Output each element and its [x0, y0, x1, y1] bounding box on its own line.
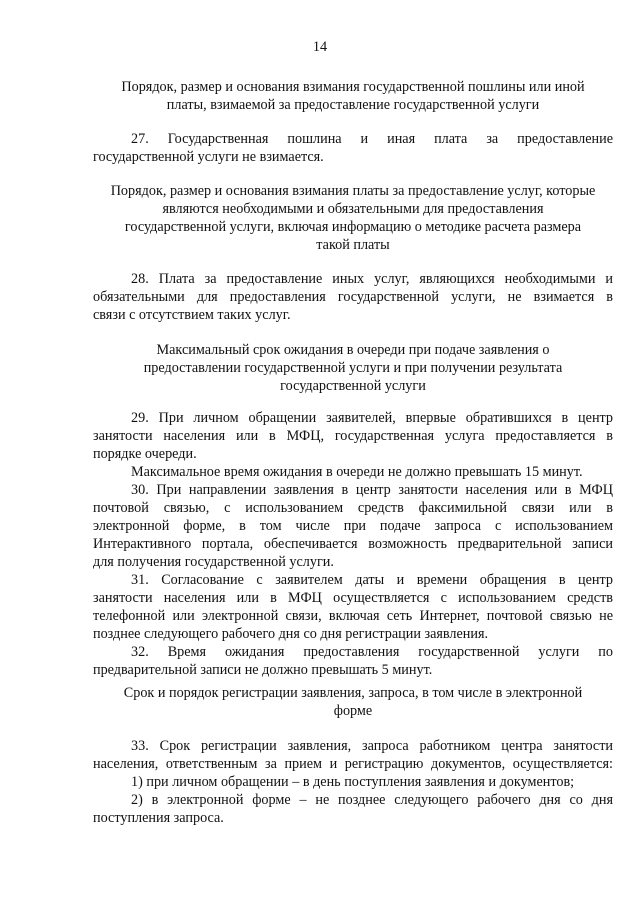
section-heading-fee — [93, 78, 613, 114]
paragraph-line: 30. При направлении заявления в центр занятости населения или в МФЦ — [131, 482, 613, 498]
paragraphs-29-32 — [93, 409, 613, 679]
paragraph-line: 29. При личном обращении заявителей, впервые обратившихся в центр — [131, 410, 613, 426]
paragraph-line: 1) при личном обращении – в день поступления заявления и документов; — [131, 774, 575, 790]
paragraph-line: 31. Согласование с заявителем даты и времени обращения в центр — [131, 572, 613, 588]
heading-line: являются необходимыми и обязательными для предоставления — [162, 201, 544, 217]
section-heading-registration — [93, 684, 613, 720]
paragraph-28 — [93, 270, 613, 324]
section-heading-additional-services-fee — [93, 182, 613, 254]
heading-line: государственной услуги, включая информацию о методике расчета размера — [124, 219, 582, 235]
paragraph-line: Интерактивного портала, обеспечивается возможность предварительной записи — [93, 536, 613, 552]
heading-line: Максимальный срок ожидания в очереди при подаче заявления о — [156, 342, 550, 358]
heading-line: Срок и порядок регистрации заявления, запроса, в том числе в электронной — [123, 685, 583, 701]
paragraph-line: порядке очереди. — [93, 446, 197, 462]
heading-line: Порядок, размер и основания взимания платы за предоставление услуг, которые — [110, 183, 596, 199]
paragraph-line: 28. Плата за предоставление иных услуг, являющихся необходимыми и — [131, 271, 613, 287]
paragraph-line: почтовой связью, с использованием средств факсимильной связи или в — [93, 500, 613, 516]
paragraph-27 — [93, 130, 613, 166]
heading-line: государственной услуги — [280, 378, 426, 394]
paragraph-line: 2) в электронной форме – не позднее следующего рабочего дня со дня — [131, 792, 613, 808]
paragraph-line: населения, ответственным за прием и регистрацию документов, осуществляется: — [93, 756, 613, 772]
paragraph-line: позднее следующего рабочего дня со дня регистрации заявления. — [93, 626, 489, 642]
heading-line: предоставлении государственной услуги и при получении результата — [143, 360, 563, 376]
paragraph-line: предварительной записи не должно превышать 5 минут. — [93, 662, 433, 678]
paragraph-line: для получения государственной услуги. — [93, 554, 334, 570]
paragraph-line: 27. Государственная пошлина и иная плата за предоставление — [131, 131, 613, 147]
paragraph-line: связи с отсутствием таких услуг. — [93, 307, 291, 323]
paragraph-line: занятости населения или в МФЦ осуществляется с использованием средств — [93, 590, 613, 606]
heading-line: Порядок, размер и основания взимания государственной пошлины или иной — [121, 79, 585, 95]
paragraph-line: Максимальное время ожидания в очереди не должно превышать 15 минут. — [131, 464, 583, 480]
heading-line: платы, взимаемой за предоставление государственной услуги — [166, 97, 540, 113]
paragraph-line: 33. Срок регистрации заявления, запроса работником центра занятости — [131, 738, 613, 754]
paragraph-line: обязательными для предоставления государственной услуги, не взимается в — [93, 289, 613, 305]
paragraph-line: занятости населения или в МФЦ, государственная услуга предоставляется в — [93, 428, 613, 444]
paragraph-line: поступления запроса. — [93, 810, 224, 826]
paragraph-line: государственной услуги не взимается. — [93, 149, 324, 165]
paragraph-33 — [93, 737, 613, 827]
paragraph-line: 32. Время ожидания предоставления государственной услуги по — [131, 644, 613, 660]
paragraph-line: телефонной или электронной связи, включая сеть Интернет, почтовой связью не — [93, 608, 613, 624]
heading-line: такой платы — [316, 237, 390, 253]
paragraph-line: электронной форме, в том числе при подаче запроса с использованием — [93, 518, 613, 534]
heading-line: форме — [333, 703, 373, 719]
section-heading-queue-time — [93, 341, 613, 395]
page-number: 14 — [312, 39, 328, 55]
